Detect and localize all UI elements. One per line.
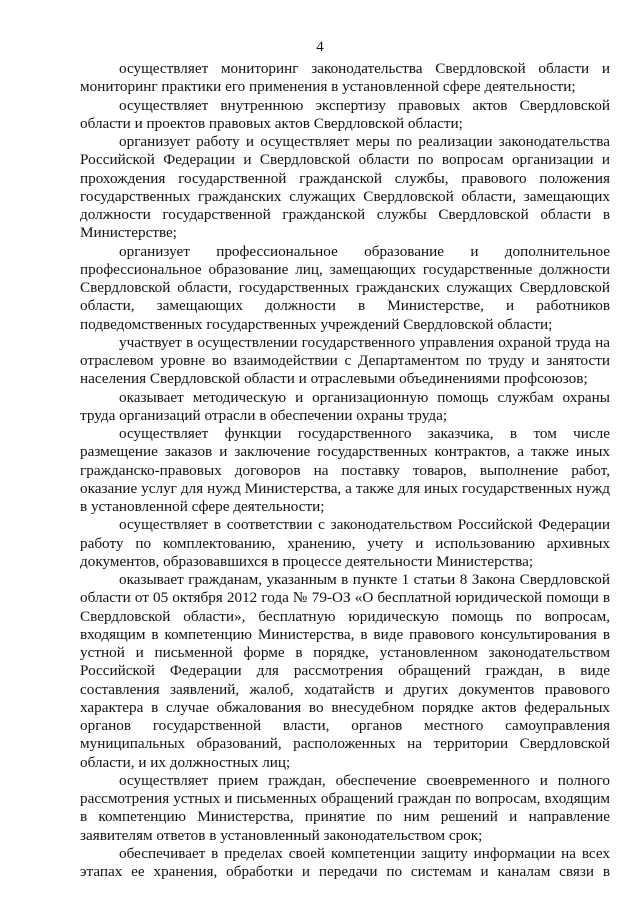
page-number: 4 bbox=[316, 39, 324, 55]
paragraph-legal-aid: оказывает гражданам, указанным в пункте 1 статьи 8 Закона Свердловской области от 05 октября 2012 года № 79-ОЗ «О бесплатной юридической помощи в Свердловской области», бесплатную юридическую помощь по вопросам, входящим в компетенцию Министерства, в виде правового консультирования в устной и письменной форме в порядке, установленном законодательством Российской Федерации для рассмотрения обращений граждан, в виде составления заявлений, жалоб, ходатайств и других документов правового характера в случае обжалования во внесудебном порядке актов федеральных органов государственной власти, органов местного самоуправления муниципальных образований, расположенных на территории Свердловской области, и их должностных лиц; bbox=[80, 571, 610, 771]
paragraph-information-protection: обеспечивает в пределах своей компетенции защиту информации на всех этапах ее хранения, обработки и передачи по системам и каналам связи в bbox=[80, 844, 610, 880]
paragraph-labor-protection: участвует в осуществлении государственного управления охраной труда на отраслевом уровне во взаимодействии с Департаментом по труду и занятости населения Свердловской области и отраслевыми объединениями профсоюзов; bbox=[80, 333, 610, 388]
paragraph-monitoring: осуществляет мониторинг законодательства Свердловской области и мониторинг практики его применения в установленной сфере деятельности; bbox=[80, 60, 610, 96]
paragraph-citizen-reception: осуществляет прием граждан, обеспечение своевременного и полного рассмотрения устных и письменных обращений граждан по вопросам, входящим в компетенцию Министерства, принятие по ним решений и направление заявителям ответов в установленный законодательством срок; bbox=[80, 771, 610, 844]
paragraph-methodical-help: оказывает методическую и организационную помощь службам охраны труда организаций отрасли в обеспечении охраны труда; bbox=[80, 388, 610, 424]
paragraph-state-customer: осуществляет функции государственного заказчика, в том числе размещение заказов и заключение государственных контрактов, а также иных гражданско-правовых договоров на поставку товаров, выполнение работ, оказание услуг для нужд Министерства, а также для иных государственных нужд в установленной сфере деятельности; bbox=[80, 425, 610, 515]
document-body bbox=[80, 60, 610, 881]
paragraph-civil-service: организует работу и осуществляет меры по реализации законодательства Российской Федерации и Свердловской области по вопросам организации и прохождения государственной гражданской службы, правового положения государственных гражданских служащих Свердловской области, замещающих должности государственной гражданской службы Свердловской области в Министерстве; bbox=[80, 133, 610, 242]
paragraph-education: организует профессиональное образование и дополнительное профессиональное образование лиц, замещающих государственные должности Свердловской области, государственных гражданских служащих Свердловской области, замещающих должности в Министерстве, и работников подведомственных государственных учреждений Свердловской области; bbox=[80, 242, 610, 333]
paragraph-archives: осуществляет в соответствии с законодательством Российской Федерации работу по комплектованию, хранению, учету и использованию архивных документов, образовавшихся в процессе деятельности Министерства; bbox=[80, 516, 610, 570]
paragraph-expertise: осуществляет внутреннюю экспертизу правовых актов Свердловской области и проектов правовых актов Свердловской области; bbox=[80, 96, 610, 132]
